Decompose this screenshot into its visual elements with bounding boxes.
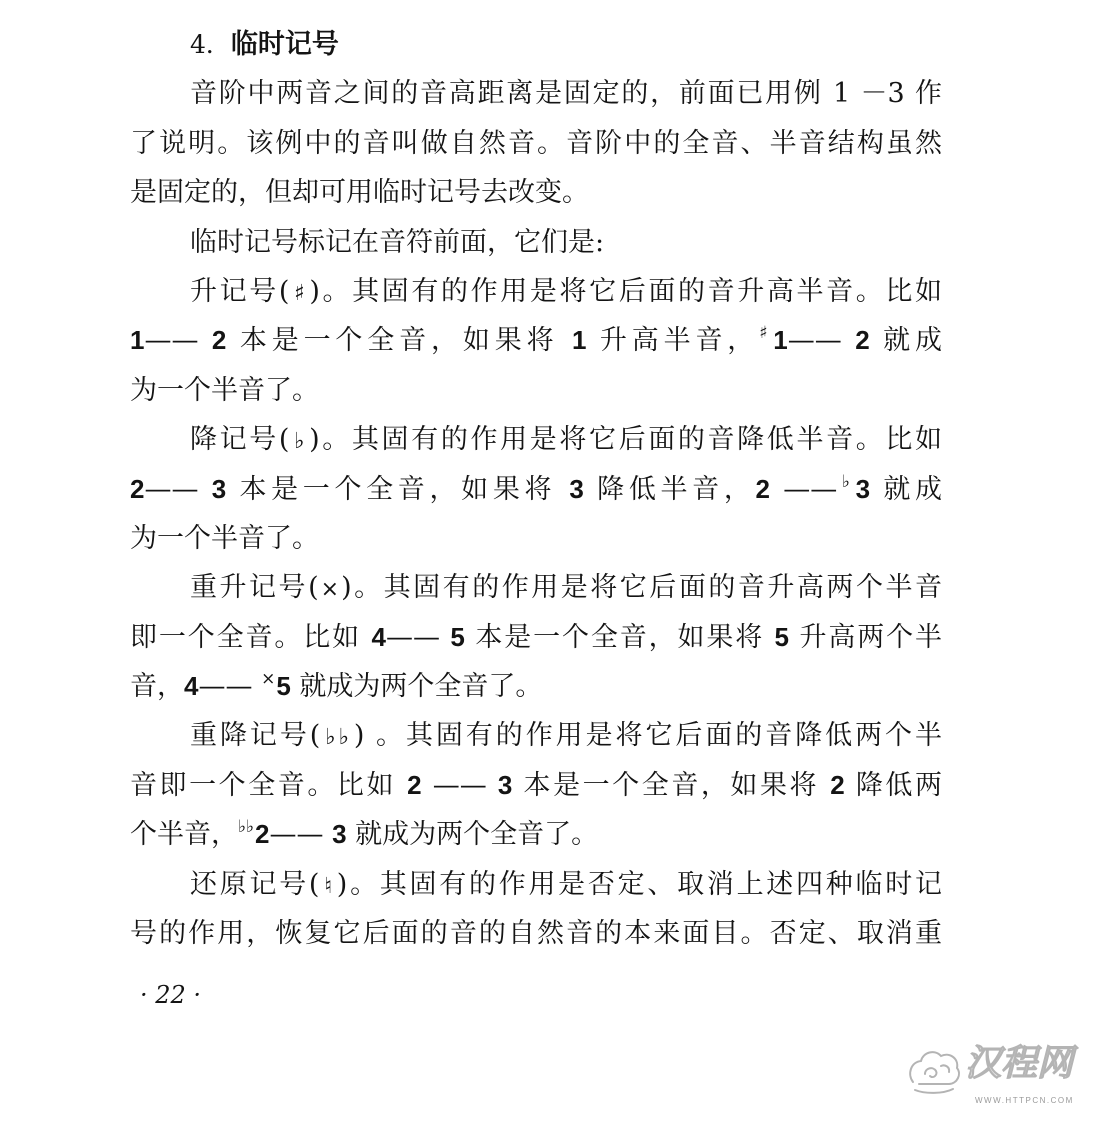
text-run: 个半音，	[130, 819, 238, 851]
text-line	[130, 563, 942, 612]
text-run: 降低半音，	[583, 473, 756, 505]
note-number: 1	[571, 325, 587, 356]
note-number: 2	[255, 819, 270, 850]
section-number: 4．	[190, 30, 231, 59]
note-number: 3	[497, 769, 513, 800]
text-run: 升记号(	[190, 275, 290, 307]
note-number: 2	[130, 473, 145, 504]
note-number: 1	[130, 325, 145, 356]
text-line	[130, 613, 942, 662]
text-run: 临时记号标记在音符前面，它们是:	[190, 226, 605, 258]
paragraph-natural	[130, 860, 942, 959]
text-line	[130, 711, 942, 760]
note-number: 2	[211, 325, 227, 356]
note-number: 1	[773, 325, 788, 356]
text-run: 降低两	[844, 769, 942, 801]
section-heading	[130, 20, 942, 69]
paragraph-double-flat	[130, 711, 942, 859]
watermark-url: WWW.HTTPCN.COM	[975, 1096, 1074, 1105]
text-block	[130, 20, 942, 958]
text-line	[130, 366, 942, 415]
note-number: 2	[830, 769, 845, 800]
accidental-symbol: ♭	[291, 429, 308, 455]
text-run: )。其固有的作用是将它后面的音升高两个半音	[341, 572, 942, 604]
text-run: ——	[421, 769, 498, 801]
text-line	[130, 267, 942, 316]
text-line	[130, 761, 942, 810]
note-number: 5	[774, 621, 790, 652]
text-run: ) 。其固有的作用是将它后面的音降低两个半	[353, 720, 942, 752]
note-number: 3	[211, 473, 227, 504]
text-line	[130, 662, 942, 711]
text-run: 本是一个全音，如果将	[226, 325, 572, 357]
section-title: 临时记号	[230, 29, 339, 60]
text-line	[130, 218, 942, 267]
text-run: 音阶中两音之间的音高距离是固定的，前面已用例 1 －3 作	[190, 78, 942, 110]
text-line	[130, 316, 942, 365]
text-line	[130, 514, 942, 563]
text-line	[130, 119, 942, 168]
text-run: ——	[385, 621, 451, 653]
watermark-logo	[905, 1038, 1080, 1114]
text-run: 音，	[130, 671, 184, 703]
text-line	[130, 810, 942, 859]
text-run: 即一个全音。比如	[130, 621, 372, 653]
note-number: 5	[276, 671, 291, 702]
text-run: )。其固有的作用是否定、取消上述四种临时记	[336, 868, 942, 900]
text-run: ——	[144, 325, 212, 357]
text-run: 就成	[870, 473, 942, 505]
note-number: 2	[407, 769, 422, 800]
text-run: ——	[787, 325, 856, 357]
text-line	[130, 465, 942, 514]
text-run: 就成为两个全音了。	[290, 671, 543, 703]
text-run: 重降记号(	[190, 720, 321, 752]
text-run: 了说明。该例中的音叫做自然音。音阶中的全音、半音结构虽然	[130, 127, 942, 159]
text-line	[130, 168, 942, 217]
paragraph-intro	[130, 69, 942, 217]
text-run: 升高两个半	[789, 621, 942, 653]
text-run: 为一个半音了。	[130, 522, 319, 554]
page-number: · 22 ·	[140, 981, 202, 1009]
accidental-sign: ♯	[759, 323, 773, 344]
note-number: 3	[569, 473, 584, 504]
note-number: 2	[855, 325, 870, 356]
text-line	[130, 415, 942, 464]
accidental-sign: ×	[261, 669, 276, 690]
text-run: 本是一个全音，如果将	[226, 473, 570, 505]
paragraph-double-sharp	[130, 563, 942, 711]
cloud-swirl-icon	[905, 1044, 963, 1096]
paragraph-flat	[130, 415, 942, 563]
text-run: 号的作用，恢复它后面的音的自然音的本来面目。否定、取消重	[130, 918, 942, 950]
accidental-symbol: ♮	[321, 873, 335, 899]
accidental-symbol: ×	[320, 577, 340, 603]
text-line	[130, 909, 942, 958]
note-number: 3	[855, 473, 871, 504]
text-run: ——	[269, 819, 333, 851]
paragraph-sharp	[130, 267, 942, 415]
text-run: 就成	[869, 325, 942, 357]
text-run: )。其固有的作用是将它后面的音降低半音。比如	[309, 424, 942, 456]
text-run: 重升记号(	[190, 572, 319, 604]
text-run: ——	[144, 473, 212, 505]
note-number: 3	[332, 819, 347, 850]
text-run: 还原记号(	[190, 868, 320, 900]
note-number: 2	[755, 473, 770, 504]
text-run: 本是一个全音，如果将	[512, 769, 831, 801]
accidental-sign: ♭	[837, 471, 855, 492]
text-line	[130, 69, 942, 118]
note-number: 4	[184, 671, 199, 702]
note-number: 4	[371, 621, 386, 652]
text-run: 音即一个全音。比如	[130, 769, 408, 801]
text-run: 就成为两个全音了。	[346, 819, 599, 851]
watermark-text: 汉程网	[965, 1043, 1074, 1084]
paragraph-list-intro	[130, 218, 942, 267]
accidental-symbol: ♭♭	[322, 725, 352, 751]
text-run: )。其固有的作用是将它后面的音升高半音。比如	[309, 275, 942, 307]
text-run: 降记号(	[190, 424, 290, 456]
text-run: 升高半音，	[586, 325, 760, 357]
text-line	[130, 860, 942, 909]
text-run: ——	[198, 671, 262, 703]
note-number: 5	[450, 621, 465, 652]
accidental-symbol: ♯	[291, 280, 308, 306]
text-run: 本是一个全音，如果将	[464, 621, 775, 653]
text-run: 为一个半音了。	[130, 374, 319, 406]
text-run: ——	[769, 473, 838, 505]
text-run: 是固定的，但却可用临时记号去改变。	[130, 177, 589, 209]
accidental-sign: ♭♭	[238, 817, 255, 838]
